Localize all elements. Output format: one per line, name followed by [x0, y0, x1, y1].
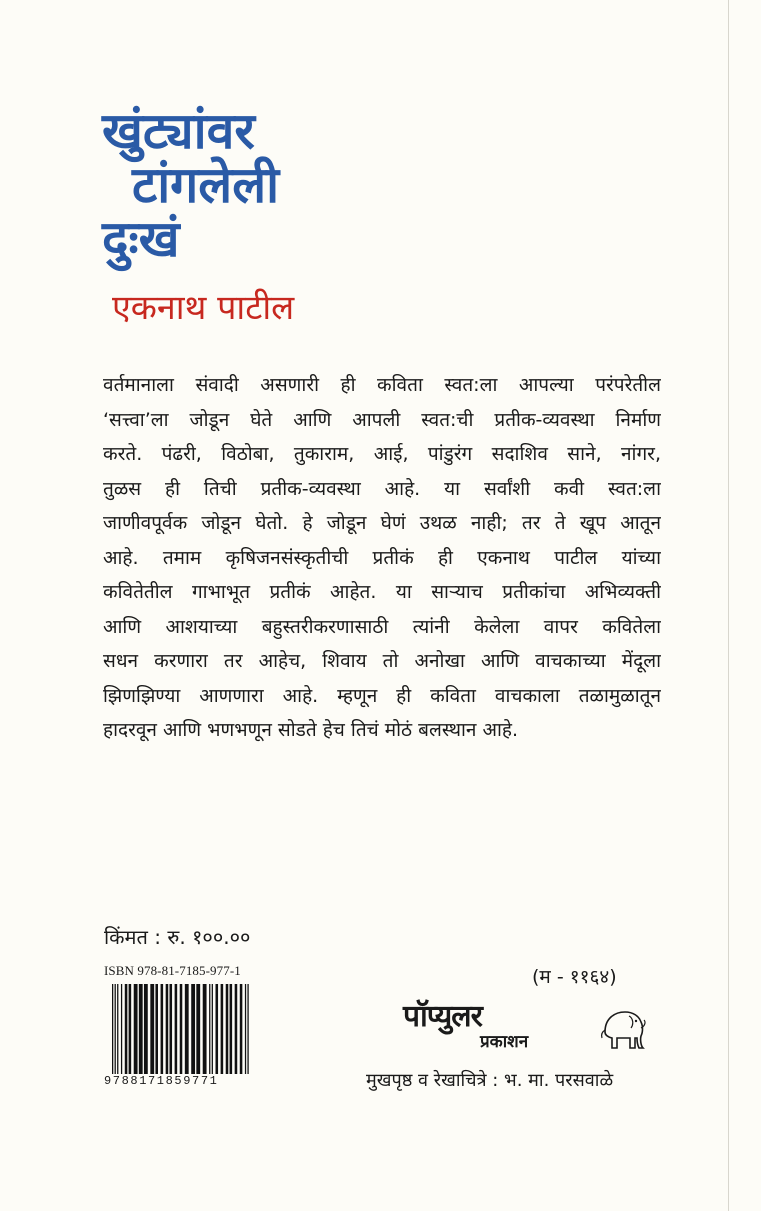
barcode-bar [125, 984, 128, 1074]
blurb-line: सधन करणारा तर आहेच, शिवाय तो अनोखा आणि वाचकाच्या मेंदूला [103, 650, 661, 672]
barcode-bar [115, 984, 116, 1074]
cover-credits: मुखपृष्ठ व रेखाचित्रे : भ. मा. परसवाळे [366, 1070, 614, 1091]
title-line-1: खुंट्यांवर [102, 102, 255, 160]
barcode-bar [230, 984, 233, 1074]
barcode-bar [121, 984, 122, 1074]
barcode-bar [175, 984, 178, 1074]
catalog-code: (म - ११६४) [532, 966, 617, 988]
publisher-logo [403, 1000, 643, 1062]
publisher-subtitle: प्रकाशन [480, 1032, 529, 1052]
price-label: किंमत : रु. १००.०० [104, 925, 251, 949]
barcode-bar [212, 984, 213, 1074]
blurb-line: आहे. तमाम कृषिजनसंस्कृतीची प्रतीकं ही एकनाथ पाटील यांच्या [103, 546, 661, 569]
blurb-line: करते. पंढरी, विठोबा, तुकाराम, आई, पांडुरंग सदाशिव साने, नांगर, [103, 443, 661, 465]
blurb-line: तुळस ही तिची प्रतीक-व्यवस्था आहे. या सर्वांशी कवी स्वत:ला [103, 477, 661, 500]
barcode-bar [226, 984, 229, 1074]
barcode-bar [112, 984, 113, 1074]
barcode-bar [191, 984, 195, 1074]
barcode-bar [196, 984, 200, 1074]
barcode-bar [117, 984, 118, 1074]
barcode-bar [134, 984, 138, 1074]
isbn-label: ISBN 978-81-7185-977-1 [104, 963, 241, 978]
barcode-bars [112, 984, 250, 1074]
blurb-text [103, 368, 661, 748]
barcode-bar [245, 984, 246, 1074]
blurb-line: जाणीवपूर्वक जोडून घेतो. हे जोडून घेणं उथळ नाही; तर ते खूप आतून [103, 512, 661, 534]
blurb-line: कवितेतील गाभाभूत प्रतीकं आहेत. या साऱ्याच प्रतीकांचा अभिव्यक्ती [103, 581, 661, 603]
barcode-digits: 9788171859771 [104, 1074, 219, 1088]
blurb-line: वर्तमानाला संवादी असणारी ही कविता स्वत:ला आपल्या परंपरेतील [103, 374, 661, 396]
barcode-bar [221, 984, 224, 1074]
barcode-bar [166, 984, 169, 1074]
barcode-bar [161, 984, 164, 1074]
barcode-bar [180, 984, 183, 1074]
barcode-bar [247, 984, 248, 1074]
blurb-line: हादरवून आणि भणभणून सोडते हेच तिचं मोठं बलस्थान आहे. [103, 719, 519, 741]
barcode [104, 984, 254, 1092]
spine-fold-line [728, 0, 729, 1211]
title-line-3: दुःखं [102, 210, 180, 268]
barcode-bar [150, 984, 154, 1074]
barcode-bar [216, 984, 219, 1074]
barcode-bar [203, 984, 207, 1074]
barcode-bar [129, 984, 132, 1074]
barcode-bar [240, 984, 243, 1074]
blurb-line: ‘सत्त्वा’ला जोडून घेते आणि आपली स्वत:ची प्रतीक-व्यवस्था निर्माण [103, 408, 661, 431]
title-line-2: टांगलेली [132, 156, 280, 214]
book-title [102, 104, 402, 266]
barcode-bar [209, 984, 210, 1074]
barcode-bar [235, 984, 238, 1074]
barcode-bar [155, 984, 158, 1074]
barcode-bar [139, 984, 143, 1074]
publisher-name: पॉप्युलर [403, 999, 482, 1034]
barcode-bar [144, 984, 148, 1074]
blurb-line: आणि आशयाच्या बहुस्तरीकरणासाठी त्यांनी केलेला वापर कवितेला [103, 615, 661, 638]
blurb-line: झिणझिण्या आणणारा आहे. म्हणून ही कविता वाचकाला तळामुळातून [103, 684, 661, 707]
barcode-bar [170, 984, 173, 1074]
elephant-icon [599, 1002, 647, 1052]
barcode-bar [185, 984, 189, 1074]
author-name: एकनाथ पाटील [112, 288, 295, 328]
